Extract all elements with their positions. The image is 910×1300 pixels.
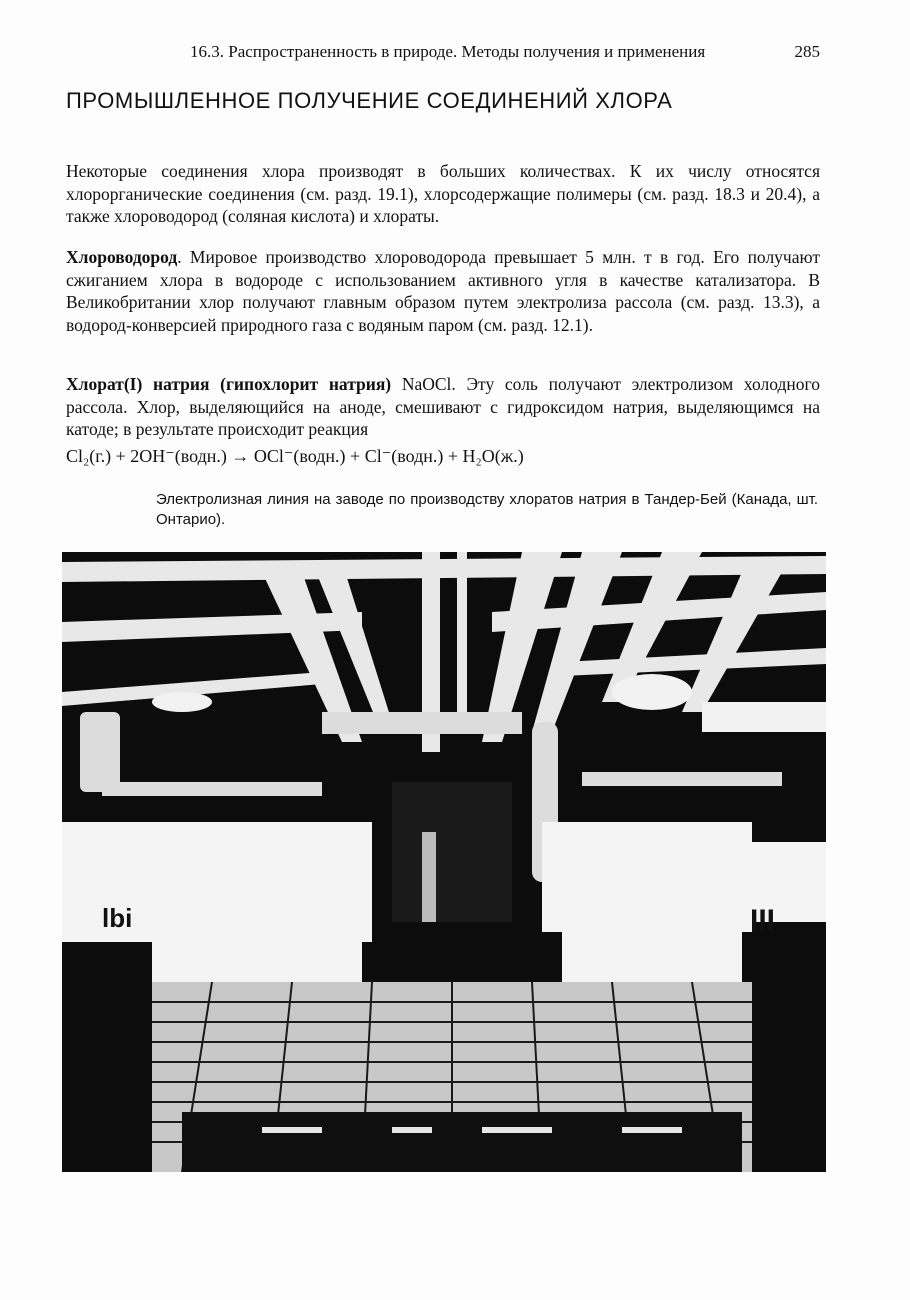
paragraph-body-hcl: . Мировое производство хлороводорода превышает 5 млн. т в год. Его получают сжиганием хлора в водороде с использованием активного угля в качестве катализатора. В Великобритании хлор получают главным образом путем электролиза рассола (см. разд. 13.3), а водород-конверсией природного газа с водяным паром (см. разд. 12.1). bbox=[66, 247, 820, 335]
central-structure bbox=[392, 782, 512, 922]
floor-grating bbox=[152, 982, 752, 1172]
paragraph-sodium-hypochlorite bbox=[66, 373, 820, 441]
paragraph-hydrogen-chloride bbox=[66, 246, 820, 336]
chemical-equation: Cl₂(г.) + 2OH⁻(водн.) → OCl⁻(водн.) + Cl⁻(водн.) + H₂O(ж.) bbox=[66, 446, 524, 466]
section-title: ПРОМЫШЛЕННОЕ ПОЛУЧЕНИЕ СОЕДИНЕНИЙ ХЛОРА bbox=[66, 88, 673, 113]
paragraph-intro: Некоторые соединения хлора производят в больших количествах. К их числу относятся хлорорганические соединения (см. разд. 19.1), хлорсодержащие полимеры (см. разд. 18.3 и 20.4), а также хлороводород (соляная кислота) и хлораты. bbox=[66, 161, 820, 226]
electrolysis-line-photo bbox=[62, 552, 826, 1172]
paragraph-lead-hcl: Хлороводород bbox=[66, 247, 178, 267]
figure-caption: Электролизная линия на заводе по производству хлоратов натрия в Тандер-Бей (Канада, шт. Онтарио). bbox=[156, 491, 818, 528]
paragraph-body-naocl: . Эту соль получают электролизом холодного рассола. Хлор, выделяющийся на аноде, смешивают с гидроксидом натрия, выделяющимся на катоде; в результате происходит реакция bbox=[66, 374, 820, 439]
running-head-title: 16.3. Распространенность в природе. Методы получения и применения bbox=[190, 42, 706, 61]
sign-text-left: lbi bbox=[102, 903, 133, 933]
sign-text-right: III bbox=[750, 904, 776, 937]
formula-naocl: NaOCl bbox=[401, 374, 452, 394]
paragraph-lead-naocl: Хлорат(I) натрия (гипохлорит натрия) bbox=[66, 374, 392, 394]
page-number: 285 bbox=[794, 42, 820, 61]
